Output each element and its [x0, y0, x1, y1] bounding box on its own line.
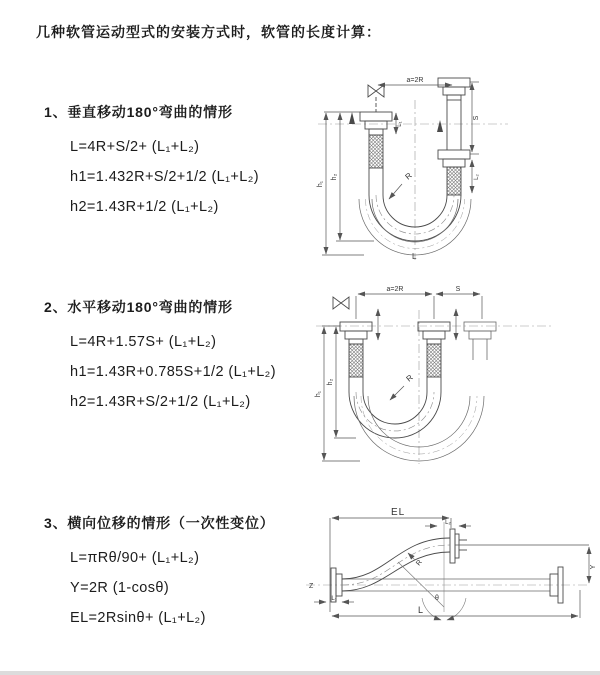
section1-formula-h1: h1=1.432R+S/2+1/2 (L₁+L₂) — [70, 169, 260, 185]
middle-pipe-assembly — [418, 322, 450, 392]
label-s: S — [455, 286, 461, 293]
left-pipe-assembly — [360, 112, 392, 195]
right-pipe-assembly — [438, 78, 470, 195]
section3-formula-Y: Y=2R (1-cosθ) — [70, 580, 170, 596]
section-horizontal-movement — [44, 297, 276, 417]
label-l1: L₁ — [331, 596, 337, 602]
label-theta: θ — [435, 595, 439, 602]
label-r: R — [404, 372, 415, 384]
label-h2: h₂ — [327, 378, 334, 386]
diagram-labels — [309, 507, 597, 615]
section3-formula-EL: EL=2Rsinθ+ (L₁+L₂) — [70, 610, 206, 626]
hose-u-bend — [349, 392, 441, 438]
dimensions — [314, 518, 589, 618]
label-r: R — [403, 170, 414, 182]
section2-formula-L: L=4R+1.57S+ (L₁+L₂) — [70, 334, 217, 350]
movement-indicators — [378, 309, 456, 340]
label-l: L — [412, 252, 417, 261]
valve-icon — [368, 85, 384, 112]
dimensions — [322, 294, 482, 461]
page-title: 几种软管运动型式的安装方式时，软管的长度计算： — [36, 24, 381, 40]
label-y: Y — [590, 564, 597, 570]
label-r: R — [415, 558, 424, 568]
diagram-labels — [315, 286, 461, 397]
label-h2: h₂ — [331, 173, 338, 181]
label-l2: L₂ — [445, 520, 451, 526]
valve-icon — [333, 297, 349, 309]
label-el: EL — [391, 507, 406, 518]
section2-formula-h2: h2=1.43R+S/2+1/2 (L₁+L₂) — [70, 394, 251, 410]
braided-hose-section — [447, 167, 461, 195]
label-a2r: a=2R — [386, 286, 404, 293]
label-s: S — [473, 115, 480, 121]
label-h1: h₁ — [315, 390, 322, 398]
braided-hose-section — [369, 135, 383, 168]
diagram-vertical-180-bend — [312, 72, 592, 262]
section1-formula-h2: h2=1.43R+1/2 (L₁+L₂) — [70, 199, 219, 215]
label-z: Z — [309, 583, 314, 590]
centerlines — [306, 522, 590, 612]
hose-u-bend — [369, 195, 461, 241]
label-l: L — [418, 605, 424, 615]
section-lateral-displacement — [44, 513, 275, 633]
label-h1: h₁ — [317, 180, 324, 188]
upper-flange-displaced — [450, 529, 467, 563]
section2-formula-h1: h1=1.43R+0.785S+1/2 (L₁+L₂) — [70, 364, 276, 380]
section1-heading: 1、垂直移动180°弯曲的情形 — [44, 104, 233, 120]
section3-heading: 3、横向位移的情形（一次性变位） — [44, 515, 275, 531]
section-vertical-movement — [44, 102, 259, 222]
left-pipe-assembly — [340, 322, 372, 392]
right-pipe-assembly-displaced — [464, 322, 496, 360]
label-l2: L₂ — [474, 174, 480, 180]
centerlines — [316, 310, 552, 464]
braided-hose-section — [349, 344, 363, 377]
section2-heading: 2、水平移动180°弯曲的情形 — [44, 299, 233, 315]
scan-edge — [0, 671, 600, 675]
section3-formula-L: L=πRθ/90+ (L₁+L₂) — [70, 550, 200, 566]
section1-formula-L: L=4R+S/2+ (L₁+L₂) — [70, 139, 200, 155]
diagram-horizontal-180-bend — [312, 282, 597, 467]
label-l1: L₁ — [397, 121, 403, 127]
label-a2r: a=2R — [406, 77, 424, 84]
hose-s-curve — [342, 538, 450, 591]
diagram-lateral-displacement — [298, 500, 600, 650]
braided-hose-section — [427, 344, 441, 377]
